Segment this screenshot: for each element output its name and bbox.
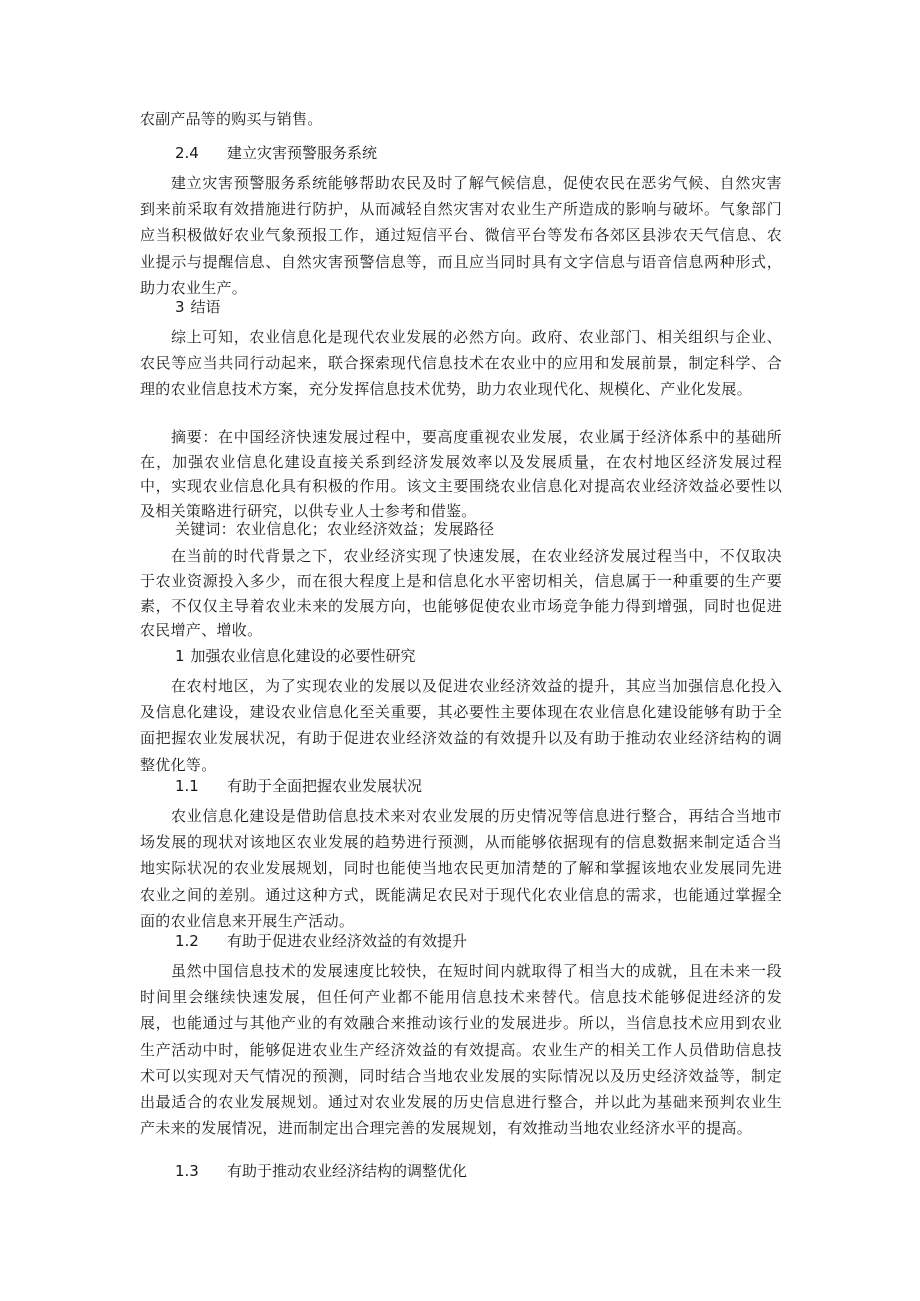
section-heading-3	[175, 296, 221, 318]
paragraph-1-1: 农业信息化建设是借助信息技术来对农业发展的历史情况等信息进行整合，再结合当地市场发展的现状对该地区农业发展的趋势进行预测，从而能够依据现有的信息数据来制定适合当地实际状况的农业发展规划，同时也能使当地农民更加清楚的了解和掌握该地农业发展同先进农业之间的差别。通过这种方式，既能满足农民对于现代化农业信息的需求，也能通过掌握全面的农业信息来开展生产活动。	[140, 807, 782, 930]
section-title: 建立灾害预警服务系统	[227, 144, 378, 162]
section-number: 1.1	[175, 777, 199, 795]
paragraph-conclusion: 综上可知，农业信息化是现代农业发展的必然方向。政府、农业部门、相关组织与企业、农民等应当共同行动起来，联合探索现代信息技术在农业中的应用和发展前景，制定科学、合理的农业信息技术方案，充分发挥信息技术优势，助力农业现代化、规模化、产业化发展。	[140, 328, 782, 399]
intro-paragraph: 在当前的时代背景之下，农业经济实现了快速发展，在农业经济发展过程当中，不仅取决于农业资源投入多少，而在很大程度上是和信息化水平密切相关，信息属于一种重要的生产要素，不仅仅主导着农业未来的发展方向，也能够促使农业市场竞争能力得到增强，同时也促进农民增产、增收。	[140, 547, 782, 640]
section-heading-1-2	[175, 930, 467, 952]
section-number: 1	[175, 647, 185, 665]
section-title: 加强农业信息化建设的必要性研究	[190, 647, 416, 665]
section-number: 2.4	[175, 144, 199, 162]
section-title: 有助于促进农业经济效益的有效提升	[227, 932, 468, 950]
section-heading-2-4	[175, 142, 377, 164]
section-number: 3	[175, 298, 185, 316]
section-title: 结语	[190, 298, 221, 316]
section-heading-1-3	[175, 1160, 467, 1182]
section-number: 1.3	[175, 1162, 199, 1180]
paragraph-2-4: 建立灾害预警服务系统能够帮助农民及时了解气候信息，促使农民在恶劣气候、自然灾害到来前采取有效措施进行防护，从而减轻自然灾害对农业生产所造成的影响与破坏。气象部门应当积极做好农业气象预报工作，通过短信平台、微信平台等发布各郊区县涉农天气信息、农业提示与提醒信息、自然灾害预警信息等，而且应当同时具有文字信息与语音信息两种形式，助力农业生产。	[140, 174, 782, 297]
keywords-line: 关键词：农业信息化；农业经济效益；发展路径	[175, 520, 495, 538]
continuation-line: 农副产品等的购买与销售。	[140, 110, 323, 128]
section-title: 有助于推动农业经济结构的调整优化	[227, 1162, 468, 1180]
section-heading-1-1	[175, 775, 422, 797]
paragraph-1-2: 虽然中国信息技术的发展速度比较快，在短时间内就取得了相当大的成就，且在未来一段时间里会继续快速发展，但任何产业都不能用信息技术来替代。信息技术能够促进经济的发展，也能通过与其他产业的有效融合来推动该行业的发展进步。所以，当信息技术应用到农业生产活动中时，能够促进农业生产经济效益的有效提高。农业生产的相关工作人员借助信息技术可以实现对天气情况的预测，同时结合当地农业发展的实际情况以及历史经济效益等，制定出最适合的农业发展规划。通过对农业发展的历史信息进行整合，并以此为基础来预判农业生产未来的发展情况，进而制定出合理完善的发展规划，有效推动当地农业经济水平的提高。	[140, 962, 782, 1138]
section-heading-1	[175, 645, 416, 667]
section-number: 1.2	[175, 932, 199, 950]
abstract-paragraph: 摘要：在中国经济快速发展过程中，要高度重视农业发展，农业属于经济体系中的基础所在，加强农业信息化建设直接关系到经济发展效率以及发展质量，在农村地区经济发展过程中，实现农业信息化具有积极的作用。该文主要围绕农业信息化对提高农业经济效益必要性以及相关策略进行研究，以供专业人士参考和借鉴。	[140, 428, 782, 520]
section-title: 有助于全面把握农业发展状况	[227, 777, 423, 795]
paragraph-section-1: 在农村地区，为了实现农业的发展以及促进农业经济效益的提升，其应当加强信息化投入及信息化建设，建设农业信息化至关重要，其必要性主要体现在农业信息化建设能够有助于全面把握农业发展状况，有助于促进农业经济效益的有效提升以及有助于推动农业经济结构的调整优化等。	[140, 677, 782, 774]
